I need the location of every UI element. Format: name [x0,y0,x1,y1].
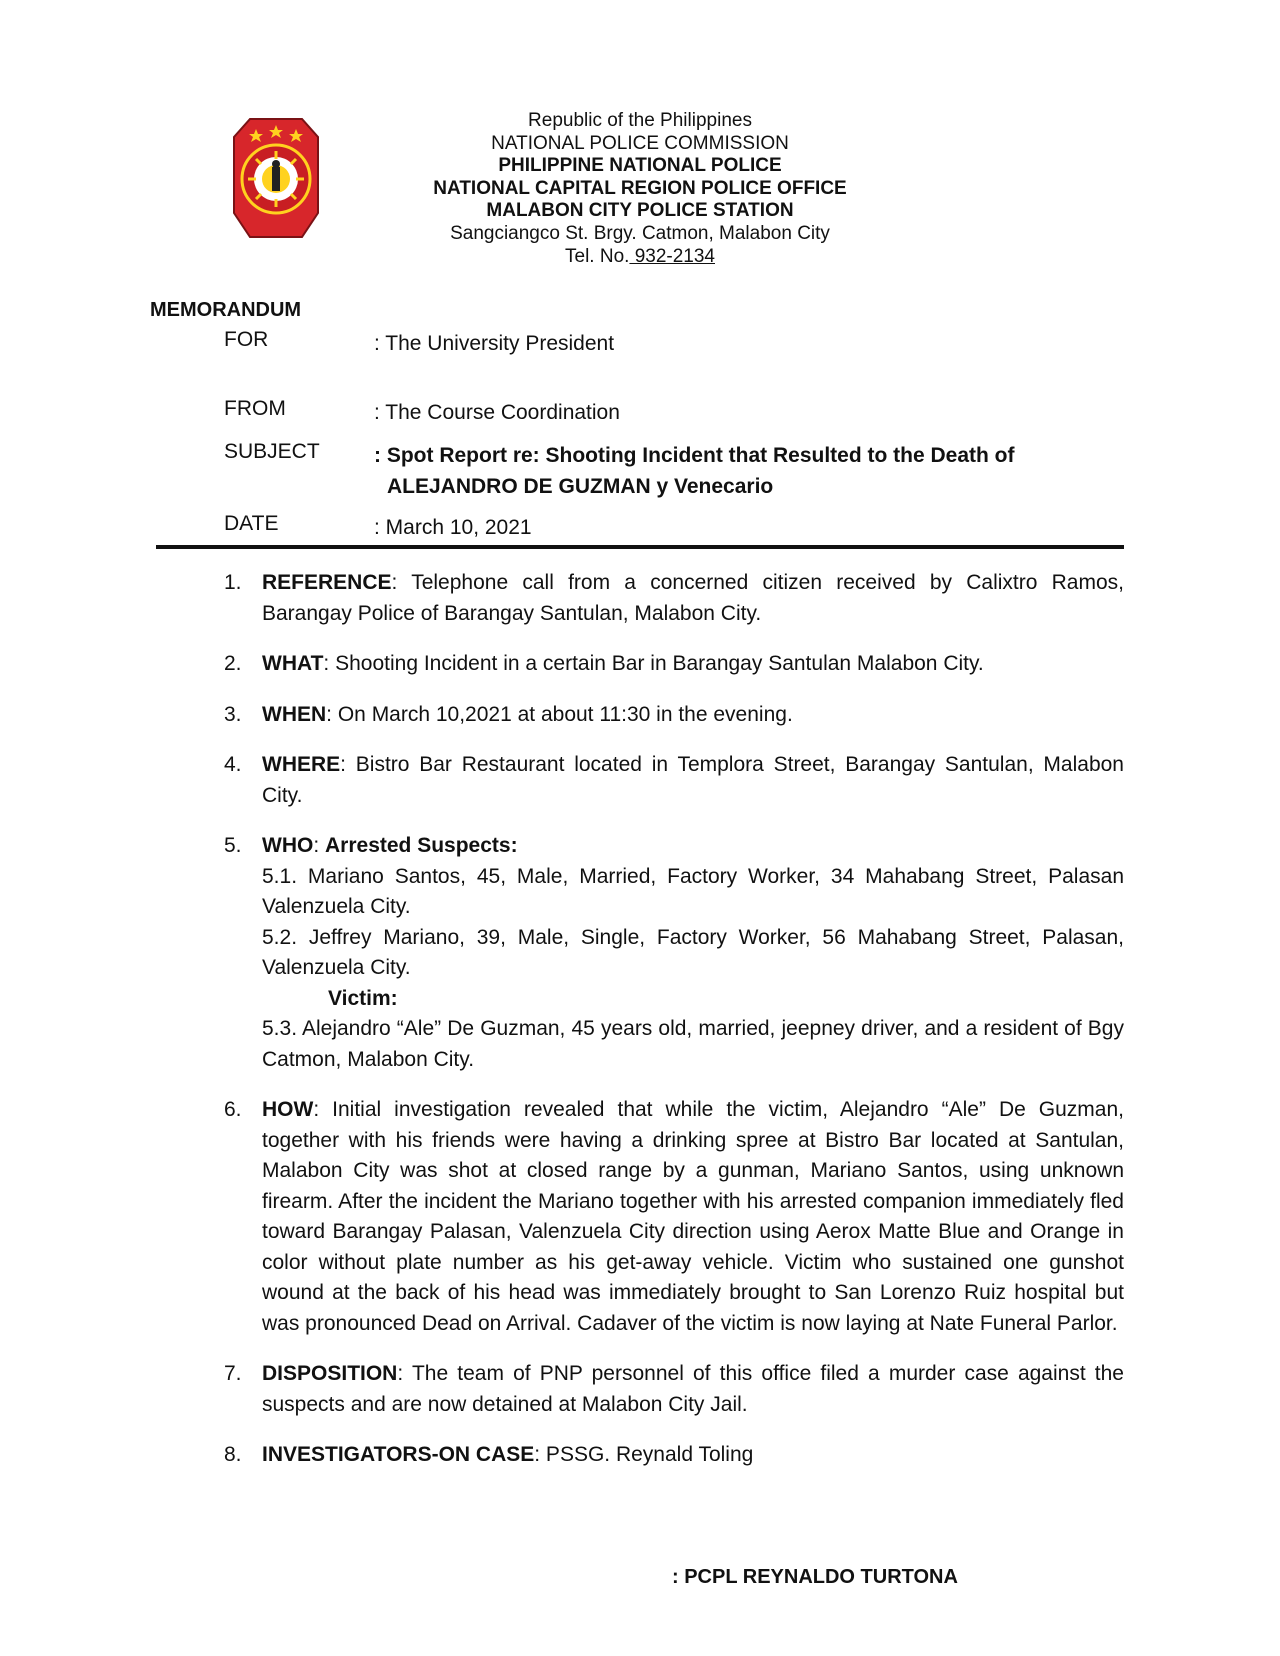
item-heading: WHO [262,834,314,857]
item-heading: WHERE [262,753,341,776]
item-when [224,700,1124,731]
subject-line-1: : Spot Report re: Shooting Incident that Resulted to the Death of [374,444,1015,467]
victim-label: Victim: [328,986,398,1010]
item-text: : Initial investigation revealed that while the victim, Alejandro “Ale” De Guzman, together with his friends were having a drinking spree at Bistro Bar located at Santulan, Malabon City was shot at closed range by a gunman, Mariano Santos, using unknown firearm. After the incident the Mariano together with his arrested companion immediately fled toward Barangay Palasan, Valenzuela City direction using Aerox Matte Blue and Orange in color without plate number as his get-away vehicle. Victim who sustained one gunshot wound at the back of his head was immediately brought to San Lorenzo Ruiz hospital but was pronounced Dead on Arrival. Cadaver of the victim is now laying at Nate Funeral Parlor. [262,1098,1124,1335]
item-text: : Shooting Incident in a certain Bar in Barangay Santulan Malabon City. [323,652,984,675]
arrested-suspects-label: Arrested Suspects: [325,834,518,857]
item-text: : Bistro Bar Restaurant located in Templora Street, Barangay Santulan, Malabon City. [262,753,1124,807]
item-text: : On March 10,2021 at about 11:30 in the evening. [326,702,793,726]
item-number: 6. [224,1098,242,1121]
signature-name: : PCPL REYNALDO TURTONA [672,1566,958,1588]
report-items [224,568,1124,1491]
item-heading: DISPOSITION [262,1362,398,1385]
letterhead-pnp: PHILIPPINE NATIONAL POLICE [498,155,782,177]
item-heading: REFERENCE [262,571,392,594]
item-disposition [224,1359,1124,1420]
letterhead-address: Sangciangco St. Brgy. Catmon, Malabon City [450,222,830,244]
item-how [224,1095,1124,1339]
item-number: 1. [224,571,242,594]
item-number: 7. [224,1362,242,1385]
subject-line-2: ALEJANDRO DE GUZMAN y Venecario [387,475,774,498]
item-heading: WHAT [262,652,324,675]
item-number: 5. [224,834,242,857]
item-number: 2. [224,652,242,675]
letterhead-telephone [380,246,900,269]
item-text: : Telephone call from a concerned citizen received by Calixtro Ramos, Barangay Police of Barangay Santulan, Malabon City. [262,571,1124,625]
item-where [224,750,1124,811]
letterhead-ncrpo: NATIONAL CAPITAL REGION POLICE OFFICE [433,177,847,199]
for-value: : The University President [374,332,615,355]
item-heading: INVESTIGATORS-ON CASE [262,1443,535,1466]
suspect-1: 5.1. Mariano Santos, 45, Male, Married, Factory Worker, 34 Mahabang Street, Palasan Valenzuela City. [262,864,1124,918]
date-value: : March 10, 2021 [374,516,532,539]
memo-title: MEMORANDUM [150,299,302,321]
item-reference [224,568,1124,629]
item-who [224,831,1124,1075]
header-divider [156,545,1124,549]
item-heading: HOW [262,1098,314,1121]
letterhead-napolcom: NATIONAL POLICE COMMISSION [491,132,789,154]
suspect-2: 5.2. Jeffrey Mariano, 39, Male, Single, Factory Worker, 56 Mahabang Street, Palasan, Valenzuela City. [262,925,1124,979]
item-what [224,649,1124,680]
tel-number: 932-2134 [629,245,715,267]
for-label: FOR [224,328,269,351]
item-colon: : [313,834,325,857]
item-text: : The team of PNP personnel of this office filed a murder case against the suspects and are now detained at Malabon City Jail. [262,1362,1124,1416]
subject-value [374,440,1094,502]
tel-label: Tel. No. [565,245,630,267]
letterhead-station: MALABON CITY POLICE STATION [486,200,794,222]
victim-details: 5.3. Alejandro “Ale” De Guzman, 45 years old, married, jeepney driver, and a resident of Bgy Catmon, Malabon City. [262,1017,1124,1071]
from-label: FROM [224,397,286,420]
date-label: DATE [224,512,279,535]
letterhead [380,110,900,268]
letterhead-republic: Republic of the Philippines [528,110,752,131]
item-heading: WHEN [262,702,327,726]
item-text: : PSSG. Reynald Toling [534,1443,754,1466]
item-number: 8. [224,1443,242,1466]
item-number: 4. [224,753,242,776]
subject-label: SUBJECT [224,440,320,463]
item-investigators [224,1440,1124,1471]
pnp-seal-icon [230,115,322,243]
item-number: 3. [224,702,242,726]
from-value: : The Course Coordination [374,401,620,424]
